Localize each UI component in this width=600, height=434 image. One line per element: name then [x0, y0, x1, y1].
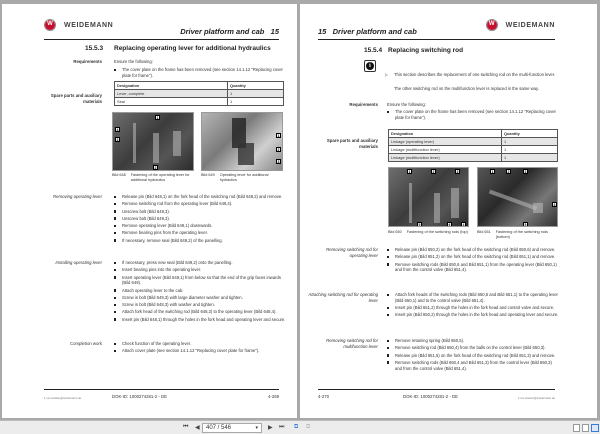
header-divider	[44, 39, 279, 40]
figure-651-caption	[477, 230, 561, 240]
step-item: Remove operating lever (Bild 649,1) downwards.	[114, 223, 286, 229]
spare-parts-label: Spare parts and auxiliary materials	[50, 93, 102, 104]
header-divider	[318, 39, 555, 40]
cell: 1	[228, 90, 284, 98]
col-quantity: Quantity	[228, 82, 284, 90]
figure-caption-text: Operating lever for additional hydraulics	[219, 173, 269, 182]
figure-caption-text: Fastening of the operating lever for additional hydraulics	[130, 173, 190, 182]
requirements-intro: Ensure the following:	[114, 59, 153, 64]
callout: 2	[432, 170, 435, 174]
figure-number: Bild 648	[112, 173, 126, 177]
chapter-title: Driver platform and cab	[332, 27, 417, 36]
figure-648-caption	[112, 173, 196, 183]
callout: 4	[553, 203, 556, 207]
step-item: Insert pin (Bild 648,1) through the holes in the fork head and operating lever and secure.	[114, 317, 286, 323]
requirements-list	[114, 67, 284, 80]
single-page-view-button[interactable]	[573, 424, 580, 432]
footer-divider	[44, 389, 279, 390]
requirements-label: Requirements	[349, 102, 378, 107]
callout: 4	[116, 128, 119, 132]
requirements-intro: Ensure the following:	[387, 102, 426, 107]
step-item: Insert pin (Bild 650,2) through the holes in the fork head and operating lever and secure.	[387, 312, 559, 318]
figure-651-image	[477, 167, 558, 227]
copy-page-icon[interactable]: ⧉	[294, 424, 299, 430]
callout: 1	[408, 170, 411, 174]
info-text: This section describes the replacement of one switching rod on the multi-function lever.	[394, 72, 556, 77]
figure-caption-text: Fastening of the switching rods (top)	[406, 230, 468, 234]
step-label: Removing operating lever	[53, 194, 102, 199]
callout: 3	[524, 170, 527, 174]
cell: 1	[502, 138, 558, 146]
parts-table	[388, 129, 558, 162]
step-item: Remove switching rods (Bild 650,4 and Bild 651,3) from the control lever (Bild 650,3) and from the control valve (Bild 651,4).	[387, 360, 559, 372]
step-label: Removing switching rod for operating lever	[326, 247, 378, 258]
step-item: Insert bearing pins into the operating lever.	[114, 267, 286, 273]
chapter-heading	[318, 27, 417, 36]
arrow-right-icon: ▷	[385, 72, 389, 77]
step-item: Insert operating lever (Bild 649,1) from below so that the end of the grip faces inwards (Bild 649).	[114, 275, 286, 287]
figure-648-image	[112, 112, 194, 171]
first-page-button[interactable]: ⏮	[183, 424, 189, 430]
table-row	[115, 90, 284, 98]
previous-page-button[interactable]: ◀	[195, 425, 200, 431]
callout: 5	[524, 223, 527, 227]
attaching-operating-rod-list	[387, 292, 559, 320]
requirements-label: Requirements	[73, 59, 102, 64]
callout: 1	[491, 170, 494, 174]
footer-page-number: 4-269	[268, 394, 279, 399]
figure-caption-text: Fastening of the switching rods (bottom)	[495, 230, 549, 239]
col-designation: Designation	[389, 130, 502, 138]
step-item: Release pin (Bild 651,5) on the fork head of the switching rod (Bild 651,3) and remove.	[387, 353, 559, 359]
callout: 2	[154, 166, 157, 170]
section-number: 15.5.4	[364, 47, 383, 54]
viewer-toolbar	[0, 420, 600, 434]
table-row	[389, 146, 558, 154]
cell: 1	[502, 154, 558, 162]
spare-parts-label: Spare parts and auxiliary materials	[326, 138, 378, 149]
removing-operating-rod-list	[387, 247, 559, 275]
requirement-item: The cover plate on the frame has been removed (see section 14.1.12 "Replacing cover plate for frame").	[114, 67, 284, 79]
footer-page-number: 4-270	[318, 394, 329, 399]
cell: Linkage (operating lever)	[389, 138, 502, 146]
cell: Linkage (multifunction lever)	[389, 146, 502, 154]
step-item: Attach cover plate (see section 14.1.12 "Replacing cover plate for frame").	[114, 348, 290, 354]
chevron-down-icon[interactable]: ▾	[255, 425, 258, 431]
figure-650-image	[388, 167, 469, 227]
removing-steps-list	[114, 194, 286, 245]
step-item: Unscrew bolt (Bild 649,3).	[114, 216, 286, 222]
col-designation: Designation	[115, 82, 228, 90]
footer-doc-id: DOK-ID: 1000274281-2 - DE	[112, 394, 167, 399]
table-row	[389, 138, 558, 146]
step-item: Attach fork head of the switching rod (Bild 648,2) to the operating lever (Bild 648,4).	[114, 309, 286, 315]
two-page-view-button[interactable]	[591, 424, 599, 432]
page-left	[2, 4, 297, 418]
step-item: If necessary, press new seal (Bild 649,2) onto the panelling.	[114, 260, 286, 266]
step-item: Release pin (Bild 650,2) on the fork head of the switching rod (Bild 650,6) and remove.	[387, 247, 559, 253]
step-item: Release pin (Bild 651,2) on the fork head of the switching rod (Bild 651,1) and remove.	[387, 254, 559, 260]
section-number: 15.5.3	[85, 45, 104, 52]
table-row	[389, 154, 558, 162]
step-label: Attaching switching rod for operating lever	[308, 292, 378, 303]
figure-649-caption	[201, 173, 285, 183]
chapter-title: Driver platform and cab	[180, 27, 265, 36]
continuous-view-button[interactable]	[582, 424, 589, 432]
figure-number: Bild 649	[201, 173, 215, 177]
step-item: Insert pin (Bild 651,2) through the holes in the fork head and control valve and secure.	[387, 305, 559, 311]
brand-logo	[44, 19, 113, 31]
next-page-button[interactable]: ▶	[268, 425, 273, 431]
step-item: Attach operating lever to the cab.	[114, 288, 286, 294]
table-row	[115, 98, 284, 106]
step-label: Installing operating lever	[55, 260, 102, 265]
removing-multifunction-rod-list	[387, 338, 559, 373]
cell: 1	[228, 98, 284, 106]
page-right	[300, 4, 597, 418]
cell: Linkage (multifunction lever)	[389, 154, 502, 162]
callout: 2	[507, 170, 510, 174]
step-item: Remove bearing pins from the operating lever.	[114, 230, 286, 236]
step-item: Remove switching rod from the operating lever (Bild 648,4).	[114, 201, 286, 207]
step-item: Remove retaining spring (Bild 650,5).	[387, 338, 559, 344]
cell: 1	[502, 146, 558, 154]
page-header	[44, 18, 279, 38]
chapter-number: 15	[270, 27, 279, 36]
step-label: Completion work	[69, 341, 102, 346]
section-title: Replacing operating lever for additional hydraulics	[114, 45, 271, 52]
chapter-number: 15	[318, 27, 327, 36]
page-number-input[interactable]	[202, 423, 262, 433]
callout: 1	[277, 134, 280, 138]
page-header	[318, 18, 555, 38]
weidemann-logo-icon	[44, 19, 56, 31]
brand-name: WEIDEMANN	[505, 21, 555, 29]
step-item: Release pin (Bild 648,1) on the fork head of the switching rod (Bild 648,2) and remove.	[114, 194, 286, 200]
footer-left: 1 xxx.wacker@weidemann.de	[44, 396, 82, 400]
completion-steps-list	[114, 341, 290, 356]
info-icon: i	[364, 60, 376, 72]
step-item: Screw in bolt (Bild 649,3) with large diameter washer and tighten.	[114, 295, 286, 301]
installing-steps-list	[114, 260, 286, 324]
figure-number: Bild 651	[477, 230, 491, 234]
footer-right: 1 xxx.wacker@weidemann.de	[517, 396, 555, 400]
callout: 3	[116, 138, 119, 142]
cell: Lever, complete	[115, 90, 228, 98]
footer-doc-id: DOK-ID: 1000274281-2 - DE	[403, 394, 458, 399]
step-item: Remove switching rod (Bild 650,4) from the balls on the control lever (Bild 650,3).	[387, 345, 559, 351]
figure-number: Bild 650	[388, 230, 402, 234]
step-item: Attach fork heads of the switching rods (Bild 650,6 and Bild 651,1) to the operating lever (Bild 650,1) and to the control valve (Bild 651,4).	[387, 292, 559, 304]
chapter-heading	[180, 27, 279, 36]
figure-650-caption	[388, 230, 472, 235]
step-item: Screw in bolt (Bild 648,3) with washer and tighten.	[114, 302, 286, 308]
parts-table	[114, 81, 284, 106]
step-item: Unscrew bolt (Bild 648,3).	[114, 209, 286, 215]
col-quantity: Quantity	[502, 130, 558, 138]
callout: 5	[418, 223, 421, 227]
page-indicator: 407 / 546	[206, 425, 232, 431]
callout: 6	[448, 223, 451, 227]
callout: 3	[456, 170, 459, 174]
section-title: Replacing switching rod	[388, 47, 464, 54]
callout: 4	[462, 223, 465, 227]
footer-divider	[318, 389, 555, 390]
paste-page-icon[interactable]: ⧉	[306, 424, 311, 430]
step-item: Check function of the operating lever.	[114, 341, 290, 347]
weidemann-logo-icon	[486, 19, 498, 31]
callout: 2	[277, 148, 280, 152]
brand-logo	[486, 19, 555, 31]
step-item: Remove switching rods (Bild 650,6 and Bild 651,1) from the operating lever (Bild 650,1) and from the control valve (Bild 651,4).	[387, 262, 559, 274]
requirement-item: The cover plate on the frame has been removed (see section 14.1.12 "Replacing cover plate for frame").	[387, 109, 557, 121]
callout: 1	[156, 116, 159, 120]
cell: Seal	[115, 98, 228, 106]
step-label: Removing switching rod for multifunction lever	[326, 338, 378, 349]
info-text: The other switching rod on the multifunction lever is replaced in the same way.	[394, 86, 539, 91]
requirements-list	[387, 109, 557, 122]
step-item: If necessary, remove seal (Bild 649,2) of the panelling.	[114, 238, 286, 244]
last-page-button[interactable]: ⏭	[279, 424, 285, 430]
figure-649-image	[201, 112, 283, 171]
callout: 3	[277, 160, 280, 164]
brand-name: WEIDEMANN	[64, 21, 114, 29]
